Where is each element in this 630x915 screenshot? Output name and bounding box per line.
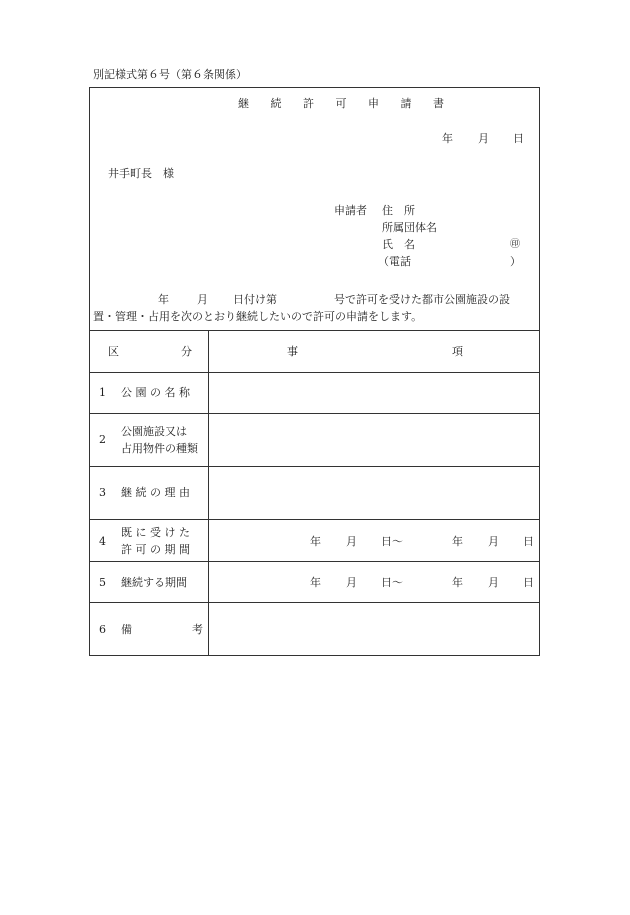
row-number: 2 (99, 433, 106, 446)
applicant-phone-close: ） (510, 255, 521, 268)
addressee: 井手町長 様 (108, 167, 174, 180)
period-month: 月 (346, 576, 357, 589)
header-category-left: 区 (108, 345, 119, 358)
table-row-divider (89, 519, 540, 520)
table-row-divider (89, 561, 540, 562)
row-label: 公 園 の 名 称 (121, 386, 190, 399)
period-year: 年 (310, 576, 321, 589)
row-label-line2: 占用物件の種類 (121, 442, 198, 455)
row-label: 公園施設又は (121, 425, 187, 438)
table-row-divider (89, 466, 540, 467)
period-year: 年 (310, 535, 321, 548)
date-month-label: 月 (478, 132, 489, 145)
period-month: 月 (346, 535, 357, 548)
statement-month: 月 (197, 293, 208, 306)
statement-year: 年 (158, 293, 169, 306)
row-number: 1 (99, 386, 106, 399)
row-label-line2: 許 可 の 期 間 (121, 543, 190, 556)
row-label: 継 続 の 理 由 (121, 486, 190, 499)
row-label: 継続する期間 (121, 576, 187, 589)
statement-line1-rest: 号で許可を受けた都市公園施設の設 (334, 293, 510, 306)
statement-day: 日付け第 (233, 293, 277, 306)
header-item-left: 事 (287, 345, 298, 358)
period-day-to: 日 (523, 535, 534, 548)
applicant-organization-label: 所属団体名 (382, 221, 437, 234)
row-label-line2: 考 (192, 623, 203, 636)
row-label: 既 に 受 け た (121, 526, 190, 539)
period-year-to: 年 (452, 535, 463, 548)
period-month-to: 月 (488, 535, 499, 548)
period-day-from: 日～ (381, 576, 403, 589)
seal-icon: ㊞ (510, 239, 520, 250)
document-title: 継 続 許 可 申 請 書 (238, 97, 453, 110)
applicant-address-label: 住 所 (382, 204, 415, 217)
period-year-to: 年 (452, 576, 463, 589)
row-number: 3 (99, 486, 106, 499)
row-number: 5 (99, 576, 106, 589)
date-day-label: 日 (513, 132, 524, 145)
period-day-from: 日～ (381, 535, 403, 548)
row-number: 6 (99, 623, 106, 636)
date-year-label: 年 (442, 132, 453, 145)
row-label: 備 (121, 623, 132, 636)
header-category-right: 分 (181, 345, 192, 358)
statement-line2: 置・管理・占用を次のとおり継続したいので許可の申請をします。 (93, 310, 423, 323)
period-month-to: 月 (488, 576, 499, 589)
applicant-name-label: 氏 名 (382, 238, 415, 251)
header-item-right: 項 (452, 345, 463, 358)
applicant-label: 申請者 (334, 204, 367, 217)
row-number: 4 (99, 535, 106, 548)
table-column-divider (208, 330, 209, 656)
table-top-border (89, 330, 540, 331)
applicant-phone-label: （電話 (378, 255, 411, 268)
table-row-divider (89, 372, 540, 373)
table-row-divider (89, 602, 540, 603)
form-label: 別記様式第６号（第６条関係） (93, 68, 247, 81)
table-row-divider (89, 413, 540, 414)
period-day-to: 日 (523, 576, 534, 589)
